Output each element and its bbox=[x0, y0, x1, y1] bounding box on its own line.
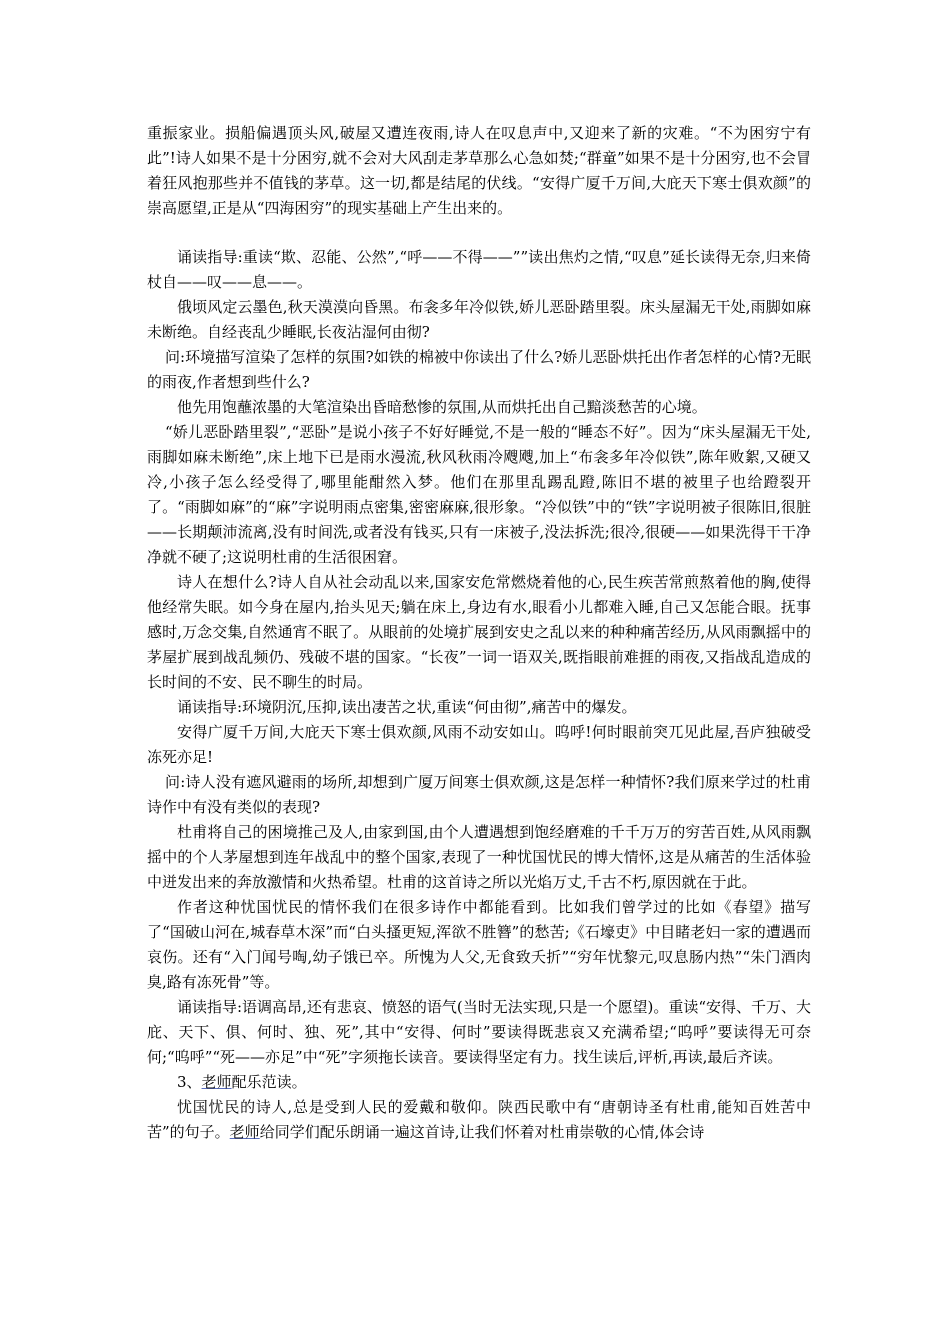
paragraph-poem-stanza-4: 安得广厦千万间,大庇天下寒士俱欢颜,风雨不动安如山。呜呼!何时眼前突兀见此屋,吾庐独破受冻死亦足! bbox=[147, 723, 811, 766]
paragraph-atmosphere-analysis: 他先用饱蘸浓墨的大笔渲染出昏暗愁惨的氛围,从而烘托出自己黯淡愁苦的心境。 bbox=[177, 398, 707, 416]
section-number: 3、 bbox=[177, 1073, 202, 1091]
paragraph-poet-thoughts: 诗人在想什么?诗人自从社会动乱以来,国家安危常燃烧着他的心,民生疾苦常煎熬着他的胸,使得他经常失眠。如今身在屋内,抬头见天;躺在床上,身边有水,眼看小儿都难入睡,自己又怎能合眼。抚事感时,万念交集,自然通宵不眠了。从眼前的处境扩展到安史之乱以来的种种痛苦经历,从风雨飘摇中的茅屋扩展到战乱频仍、残破不堪的国家。“长夜”一词一语双关,既指眼前难捱的雨夜,又指战乱造成的长时间的不安、民不聊生的时局。 bbox=[147, 573, 811, 691]
paragraph-poverty-foreshadowing: 重振家业。损船偏遇顶头风,破屋又遭连夜雨,诗人在叹息声中,又迎来了新的灾难。“不为困穷宁有此”!诗人如果不是十分困穷,就不会对大风刮走茅草那么心急如焚;“群童”如果不是十分困穷,也不会冒着狂风抱那些并不值钱的茅草。这一切,都是结尾的伏线。“安得广厦千万间,大庇天下寒士俱欢颜”的崇高愿望,正是从“四海困穷”的现实基础上产生出来的。 bbox=[147, 124, 811, 217]
paragraph-compassion-analysis: 杜甫将自己的困境推己及人,由家到国,由个人遭遇想到饱经磨难的千千万万的穷苦百姓,从风雨飘摇中的个人茅屋想到连年战乱中的整个国家,表现了一种忧国忧民的博大情怀,这是从痛苦的生活体验中迸发出来的奔放激情和火热希望。杜甫的这首诗之所以光焰万丈,千古不朽,原因就在于此。 bbox=[147, 823, 811, 891]
paragraph-poem-stanza-3: 俄顷风定云墨色,秋天漠漠向昏黑。布衾多年冷似铁,娇儿恶卧踏里裂。床头屋漏无干处,雨脚如麻未断绝。自经丧乱少睡眠,长夜沾湿何由彻? bbox=[147, 298, 811, 341]
paragraph-gap bbox=[147, 221, 811, 245]
paragraph-bedding-analysis: “娇儿恶卧踏里裂”,“恶卧”是说小孩子不好好睡觉,不是一般的“睡态不好”。因为“床头屋漏无干处,雨脚如麻未断绝”,床上地下已是雨水漫流,秋风秋雨冷飕飕,加上“布衾多年冷似铁”,陈年败絮,又硬又冷,小孩子怎么经受得了,哪里能酣然入梦。他们在那里乱踢乱蹬,陈旧不堪的被里子也给蹬裂开了。“雨脚如麻”的“麻”字说明雨点密集,密密麻麻,很形象。“冷似铁”中的“铁”字说明被子很陈旧,很脏——长期颠沛流离,没有时间洗,或者没有钱买,只有一床被子,没法拆洗;很冷,很硬——如果洗得干干净净就不硬了;这说明杜甫的生活很困窘。 bbox=[147, 423, 811, 566]
paragraph-text-after: 给同学们配乐朗诵一遍这首诗,让我们怀着对杜甫崇敬的心情,体会诗 bbox=[259, 1123, 705, 1141]
teacher-link-2[interactable]: 老师 bbox=[229, 1123, 260, 1141]
paragraph-other-poems: 作者这种忧国忧民的情怀我们在很多诗作中都能看到。比如我们曾学过的比如《春望》描写了“国破山河在,城春草木深”而“白头搔更短,浑欲不胜簪”的愁苦;《石壕吏》中目睹老妇一家的遭遇而哀伤。还有“入门闻号啕,幼子饿已卒。所愧为人父,无食致夭折”“穷年忧黎元,叹息肠内热”“朱门酒肉臭,路有冻死骨”等。 bbox=[147, 898, 811, 991]
section-title-rest: 配乐范读。 bbox=[231, 1073, 307, 1091]
paragraph-text-before: 忧国忧民的诗人,总是受到人民的爱戴和敬仰。陕西民歌中有“唐朝诗圣有杜甫,能知百姓苦中苦”的句子。 bbox=[147, 1098, 811, 1141]
paragraph-reading-guide-1: 诵读指导:重读“欺、忍能、公然”,“呼——不得——””读出焦灼之情,“叹息”延长读得无奈,归来倚杖自——叹——息——。 bbox=[147, 248, 811, 291]
teacher-link[interactable]: 老师 bbox=[201, 1073, 232, 1091]
paragraph-reading-guide-3: 诵读指导:语调高昂,还有悲哀、愤怒的语气(当时无法实现,只是一个愿望)。重读“安得、千万、大庇、天下、俱、何时、独、死”,其中“安得、何时”要读得既悲哀又充满希望;“呜呼”要读得无可奈何;“呜呼”“死——亦足”中“死”字须拖长读音。要读得坚定有力。找生读后,评析,再读,最后齐读。 bbox=[147, 998, 811, 1066]
paragraph-question-1: 问:环境描写渲染了怎样的氛围?如铁的棉被中你读出了什么?娇儿恶卧烘托出作者怎样的心情?无眠的雨夜,作者想到些什么? bbox=[147, 348, 811, 391]
paragraph-question-2: 问:诗人没有遮风避雨的场所,却想到广厦万间寒士俱欢颜,这是怎样一种情怀?我们原来学过的杜甫诗作中有没有类似的表现? bbox=[147, 773, 811, 816]
section-heading-3 bbox=[147, 1070, 811, 1095]
paragraph-reading-guide-2: 诵读指导:环境阴沉,压抑,读出凄苦之状,重读“何由彻”,痛苦中的爆发。 bbox=[177, 698, 637, 716]
paragraph-teacher-reading bbox=[147, 1095, 811, 1145]
document-page bbox=[147, 121, 811, 1145]
